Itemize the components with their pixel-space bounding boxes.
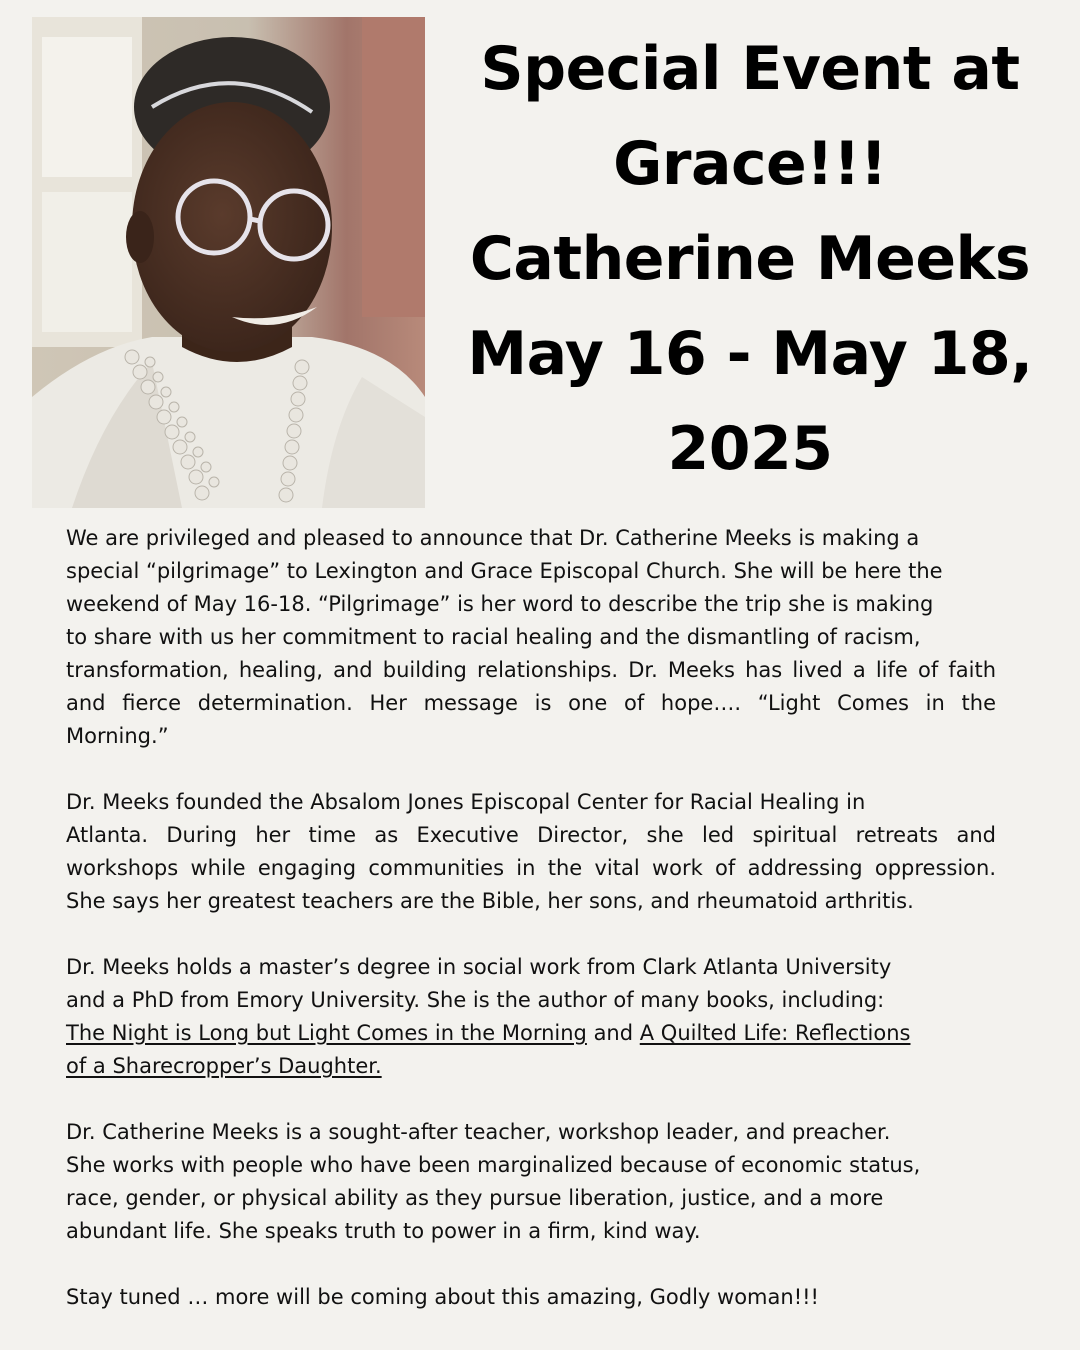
text-line — [66, 1017, 996, 1050]
text-line: abundant life. She speaks truth to power in a firm, kind way. — [66, 1219, 701, 1243]
text-line: She says her greatest teachers are the Bible, her sons, and rheumatoid arthritis. — [66, 889, 914, 913]
text-line: Dr. Meeks holds a master’s degree in social work from Clark Atlanta University — [66, 955, 892, 979]
title-line: Grace!!! — [613, 129, 887, 199]
title-line: Special Event at — [480, 34, 1020, 104]
intro-paragraph — [66, 522, 996, 753]
text-line: Atlanta. During her time as Executive Director, she led spiritual retreats and — [66, 823, 996, 847]
text-line: Morning.” — [66, 724, 169, 748]
portrait-photo — [32, 17, 425, 508]
education-paragraph — [66, 951, 996, 1083]
text-line: and a PhD from Emory University. She is the author of many books, including: — [66, 988, 885, 1012]
text-line: to share with us her commitment to racial healing and the dismantling of racism, — [66, 625, 921, 649]
text-line: weekend of May 16-18. “Pilgrimage” is her word to describe the trip she is making — [66, 592, 934, 616]
title-line: Catherine Meeks — [469, 224, 1031, 294]
text-line: She works with people who have been marginalized because of economic status, — [66, 1153, 921, 1177]
portrait-illustration — [32, 17, 425, 508]
conjunction-text: and — [586, 1021, 640, 1045]
text-line: workshops while engaging communities in the vital work of addressing oppression. — [66, 856, 996, 880]
text-line: race, gender, or physical ability as they pursue liberation, justice, and a more — [66, 1186, 884, 1210]
text-line: Dr. Catherine Meeks is a sought-after teacher, workshop leader, and preacher. — [66, 1120, 891, 1144]
book-title-quilted-life-continued: of a Sharecropper’s Daughter. — [66, 1054, 382, 1078]
text-line — [66, 1050, 996, 1083]
ministry-paragraph — [66, 1116, 996, 1248]
book-title-quilted-life: A Quilted Life: Reflections — [639, 1021, 911, 1045]
title-line: May 16 - May 18, — [467, 319, 1033, 389]
text-line: special “pilgrimage” to Lexington and Grace Episcopal Church. She will be here the — [66, 559, 943, 583]
announcement-body — [66, 522, 996, 1347]
text-line: and fierce determination. Her message is one of hope…. “Light Comes in the — [66, 691, 996, 715]
text-line: Dr. Meeks founded the Absalom Jones Episcopal Center for Racial Healing in — [66, 790, 866, 814]
text-line: We are privileged and pleased to announce that Dr. Catherine Meeks is making a — [66, 526, 920, 550]
book-title-night-is-long: The Night is Long but Light Comes in the Morning — [66, 1021, 587, 1045]
closing-paragraph — [66, 1281, 996, 1314]
event-title — [440, 22, 1060, 497]
background-paragraph — [66, 786, 996, 918]
text-line: Stay tuned … more will be coming about this amazing, Godly woman!!! — [66, 1285, 819, 1309]
title-line: 2025 — [667, 414, 833, 484]
text-line: transformation, healing, and building relationships. Dr. Meeks has lived a life of faith — [66, 658, 996, 682]
